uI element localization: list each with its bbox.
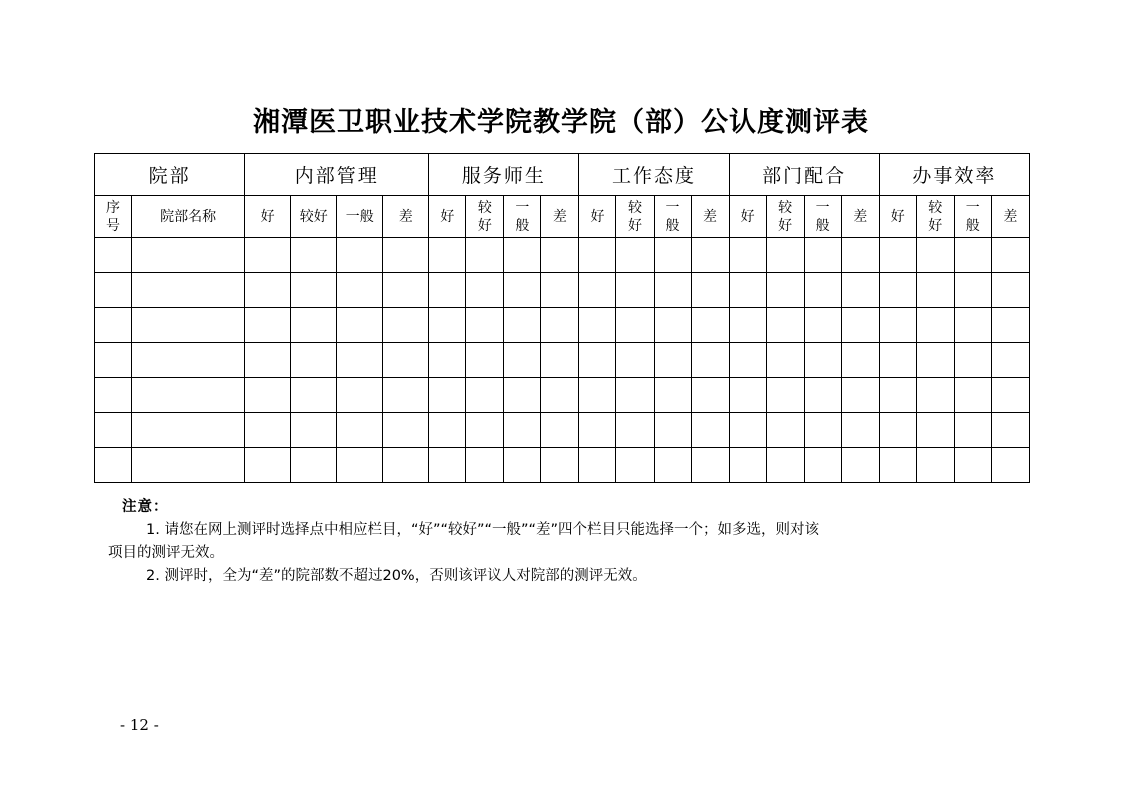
table-cell: [541, 273, 579, 308]
table-cell: [841, 238, 879, 273]
table-cell: [729, 413, 766, 448]
table-cell: [337, 378, 383, 413]
table-cell: [766, 238, 804, 273]
table-cell: [541, 378, 579, 413]
table-cell: [383, 308, 429, 343]
table-cell: [954, 273, 991, 308]
table-cell: [504, 308, 541, 343]
table-cell: [504, 378, 541, 413]
rating-header: 好: [579, 196, 616, 238]
table-cell: [916, 308, 954, 343]
rating-header: 好: [429, 196, 466, 238]
table-cell: [291, 343, 337, 378]
table-cell: [132, 308, 245, 343]
rating-header: 差: [841, 196, 879, 238]
rating-header: 一般: [804, 196, 841, 238]
table-cell: [337, 273, 383, 308]
table-cell: [841, 413, 879, 448]
col-header-index: 序号: [95, 196, 132, 238]
table-cell: [729, 238, 766, 273]
table-cell: [504, 343, 541, 378]
table-cell: [766, 273, 804, 308]
table-cell: [841, 343, 879, 378]
table-cell: [691, 448, 729, 483]
table-cell: [466, 448, 504, 483]
evaluation-table: [94, 153, 1030, 483]
table-cell: [466, 413, 504, 448]
rating-header: 差: [541, 196, 579, 238]
group-header-efficiency: 办事效率: [879, 154, 1029, 196]
table-cell: [804, 273, 841, 308]
table-cell: [291, 448, 337, 483]
table-cell: [383, 273, 429, 308]
table-cell: [541, 238, 579, 273]
table-cell: [132, 378, 245, 413]
col-header-department: 院部: [95, 154, 245, 196]
table-cell: [95, 308, 132, 343]
table-cell: [245, 308, 291, 343]
table-cell: [429, 343, 466, 378]
table-cell: [804, 413, 841, 448]
table-cell: [691, 308, 729, 343]
table-cell: [954, 448, 991, 483]
table-cell: [95, 378, 132, 413]
table-cell: [429, 238, 466, 273]
table-cell: [691, 343, 729, 378]
table-cell: [466, 273, 504, 308]
subheader-row: [95, 196, 1030, 238]
table-cell: [383, 238, 429, 273]
table-cell: [616, 273, 654, 308]
table-cell: [504, 448, 541, 483]
table-cell: [991, 308, 1029, 343]
table-cell: [729, 378, 766, 413]
rating-header: 差: [383, 196, 429, 238]
table-cell: [654, 273, 691, 308]
table-cell: [991, 343, 1029, 378]
table-cell: [991, 378, 1029, 413]
group-header-serving-teachers-students: 服务师生: [429, 154, 579, 196]
table-cell: [766, 343, 804, 378]
table-cell: [579, 343, 616, 378]
table-cell: [429, 378, 466, 413]
table-row: [95, 308, 1030, 343]
rating-header: 较好: [916, 196, 954, 238]
table-cell: [337, 238, 383, 273]
table-cell: [466, 343, 504, 378]
table-cell: [579, 448, 616, 483]
table-cell: [879, 413, 916, 448]
group-header-internal-management: 内部管理: [245, 154, 429, 196]
table-cell: [691, 413, 729, 448]
table-cell: [504, 413, 541, 448]
table-cell: [804, 343, 841, 378]
table-cell: [337, 308, 383, 343]
table-cell: [841, 378, 879, 413]
rating-header: 较好: [291, 196, 337, 238]
table-cell: [879, 378, 916, 413]
table-cell: [916, 448, 954, 483]
table-cell: [616, 378, 654, 413]
table-cell: [541, 343, 579, 378]
table-cell: [429, 448, 466, 483]
table-cell: [291, 273, 337, 308]
table-cell: [991, 413, 1029, 448]
table-cell: [579, 413, 616, 448]
table-cell: [841, 448, 879, 483]
table-cell: [337, 343, 383, 378]
notes-heading: 注意：: [122, 499, 169, 515]
note-item-1: 1. 请您在网上测评时选择点中相应栏目，“好”“较好”“一般”“差”四个栏目只能选择一个；如多选，则对该: [146, 522, 820, 538]
table-cell: [616, 343, 654, 378]
table-cell: [654, 413, 691, 448]
group-header-row: [95, 154, 1030, 196]
table-cell: [729, 273, 766, 308]
table-cell: [579, 378, 616, 413]
table-cell: [804, 308, 841, 343]
table-cell: [383, 448, 429, 483]
table-cell: [429, 273, 466, 308]
table-cell: [954, 343, 991, 378]
table-cell: [879, 308, 916, 343]
table-cell: [729, 308, 766, 343]
rating-header: 一般: [654, 196, 691, 238]
table-cell: [616, 413, 654, 448]
table-cell: [466, 308, 504, 343]
table-cell: [879, 343, 916, 378]
table-cell: [337, 413, 383, 448]
rating-header: 一般: [504, 196, 541, 238]
table-cell: [691, 238, 729, 273]
table-cell: [245, 378, 291, 413]
table-cell: [879, 273, 916, 308]
table-row: [95, 273, 1030, 308]
table-cell: [691, 378, 729, 413]
table-cell: [132, 238, 245, 273]
table-cell: [954, 308, 991, 343]
table-cell: [579, 308, 616, 343]
table-cell: [132, 343, 245, 378]
table-cell: [95, 273, 132, 308]
table-cell: [879, 448, 916, 483]
table-cell: [291, 238, 337, 273]
table-cell: [841, 308, 879, 343]
rating-header: 一般: [337, 196, 383, 238]
table-cell: [245, 448, 291, 483]
page-title: 湘潭医卫职业技术学院教学院（部）公认度测评表: [253, 107, 869, 138]
table-cell: [766, 378, 804, 413]
table-cell: [245, 273, 291, 308]
table-cell: [654, 378, 691, 413]
table-cell: [504, 273, 541, 308]
table-cell: [654, 238, 691, 273]
table-cell: [616, 448, 654, 483]
table-cell: [337, 448, 383, 483]
table-cell: [466, 238, 504, 273]
table-cell: [132, 448, 245, 483]
table-cell: [804, 448, 841, 483]
table-row: [95, 238, 1030, 273]
table-cell: [541, 413, 579, 448]
table-cell: [541, 448, 579, 483]
rating-header: 好: [245, 196, 291, 238]
table-row: [95, 448, 1030, 483]
table-cell: [95, 343, 132, 378]
table-cell: [616, 308, 654, 343]
table-cell: [616, 238, 654, 273]
table-cell: [766, 308, 804, 343]
table-cell: [95, 238, 132, 273]
rating-header: 较好: [766, 196, 804, 238]
table-cell: [654, 308, 691, 343]
table-cell: [383, 413, 429, 448]
table-cell: [429, 308, 466, 343]
table-cell: [654, 343, 691, 378]
rating-header: 差: [991, 196, 1029, 238]
note-item-2: 2. 测评时，全为“差”的院部数不超过20%，否则该评议人对院部的测评无效。: [146, 568, 647, 584]
rating-header: 差: [691, 196, 729, 238]
group-header-work-attitude: 工作态度: [579, 154, 729, 196]
table-cell: [429, 413, 466, 448]
table-cell: [291, 308, 337, 343]
table-cell: [466, 378, 504, 413]
table-cell: [991, 448, 1029, 483]
table-cell: [654, 448, 691, 483]
table-cell: [291, 413, 337, 448]
table-cell: [383, 378, 429, 413]
rating-header: 好: [729, 196, 766, 238]
table-cell: [132, 413, 245, 448]
page-number: - 12 -: [120, 716, 159, 734]
table-cell: [245, 413, 291, 448]
table-cell: [245, 238, 291, 273]
table-cell: [916, 343, 954, 378]
table-cell: [383, 343, 429, 378]
table-cell: [804, 378, 841, 413]
table-cell: [879, 238, 916, 273]
group-header-department-cooperation: 部门配合: [729, 154, 879, 196]
rating-header: 一般: [954, 196, 991, 238]
table-cell: [729, 343, 766, 378]
notes-section: [108, 496, 1022, 588]
table-cell: [291, 378, 337, 413]
table-row: [95, 413, 1030, 448]
table-cell: [766, 413, 804, 448]
table-cell: [579, 238, 616, 273]
table-cell: [691, 273, 729, 308]
table-cell: [841, 273, 879, 308]
table-cell: [245, 343, 291, 378]
table-cell: [916, 378, 954, 413]
rating-header: 好: [879, 196, 916, 238]
rating-header: 较好: [466, 196, 504, 238]
table-cell: [579, 273, 616, 308]
col-header-department-name: 院部名称: [132, 196, 245, 238]
table-row: [95, 343, 1030, 378]
table-cell: [954, 238, 991, 273]
rating-header: 较好: [616, 196, 654, 238]
table-cell: [804, 238, 841, 273]
table-cell: [541, 308, 579, 343]
table-cell: [954, 413, 991, 448]
table-cell: [916, 273, 954, 308]
table-cell: [954, 378, 991, 413]
table-cell: [916, 238, 954, 273]
table-cell: [991, 238, 1029, 273]
table-cell: [132, 273, 245, 308]
table-cell: [916, 413, 954, 448]
table-cell: [991, 273, 1029, 308]
table-cell: [766, 448, 804, 483]
table-cell: [729, 448, 766, 483]
table-cell: [95, 448, 132, 483]
note-item-1-continued: 项目的测评无效。: [108, 545, 224, 561]
table-cell: [95, 413, 132, 448]
table-cell: [504, 238, 541, 273]
table-row: [95, 378, 1030, 413]
